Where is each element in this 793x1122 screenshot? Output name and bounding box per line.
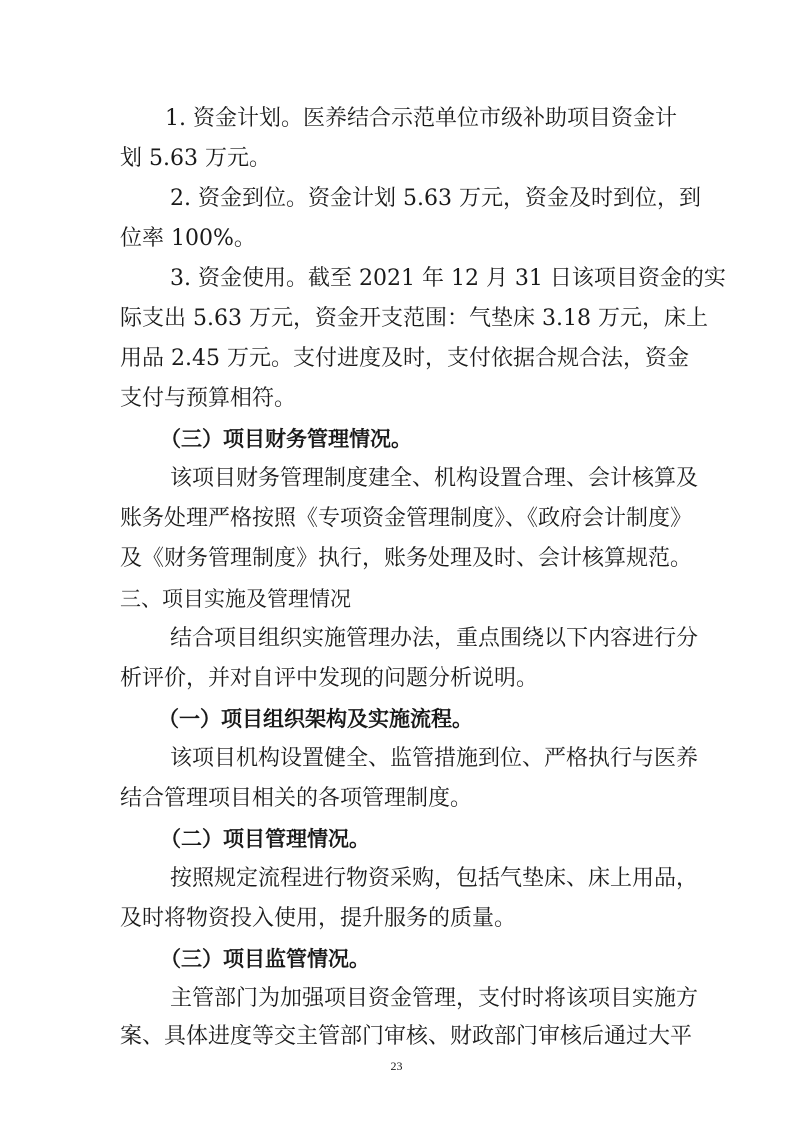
paragraph-supervision-line-1: 主管部门为加强项目资金管理，支付时将该项目实施方 <box>170 986 699 1011</box>
paragraph-fund-arrival-line-2: 位率 100%。 <box>120 226 256 251</box>
paragraph-fund-usage-line-4: 支付与预算相符。 <box>120 386 297 411</box>
paragraph-fund-usage-line-1: 3. 资金使用。截至 2021 年 12 月 31 日该项目资金的实 <box>170 266 726 291</box>
paragraph-fund-usage-line-3: 用品 2.45 万元。支付进度及时，支付依据合规合法，资金 <box>120 346 689 371</box>
paragraph-finance-line-1: 该项目财务管理制度建全、机构设置合理、会计核算及 <box>170 466 699 491</box>
heading-project-management: （二）项目管理情况。 <box>160 827 370 851</box>
paragraph-fund-plan-line-1: 1. 资金计划。医养结合示范单位市级补助项目资金计 <box>165 106 677 131</box>
heading-project-supervision: （三）项目监管情况。 <box>160 947 370 971</box>
paragraph-implementation-line-1: 结合项目组织实施管理办法，重点围绕以下内容进行分 <box>170 626 699 651</box>
paragraph-organization-line-2: 结合管理项目相关的各项管理制度。 <box>120 786 473 811</box>
paragraph-finance-line-2: 账务处理严格按照《专项资金管理制度》、《政府会计制度》 <box>120 506 693 531</box>
page-number: 23 <box>390 1059 403 1073</box>
paragraph-supervision-line-2: 案、具体进度等交主管部门审核、财政部门审核后通过大平 <box>120 1024 693 1049</box>
paragraph-fund-arrival-line-1: 2. 资金到位。资金计划 5.63 万元，资金及时到位，到 <box>170 186 701 211</box>
heading-finance-management: （三）项目财务管理情况。 <box>160 427 412 451</box>
paragraph-fund-plan-line-2: 划 5.63 万元。 <box>120 146 271 171</box>
paragraph-management-line-1: 按照规定流程进行物资采购，包括气垫床、床上用品， <box>170 866 699 891</box>
paragraph-finance-line-3: 及《财务管理制度》执行，账务处理及时、会计核算规范。 <box>120 546 693 571</box>
paragraph-implementation-line-2: 析评价，并对自评中发现的问题分析说明。 <box>120 666 539 691</box>
heading-section-three: 三、项目实施及管理情况 <box>120 587 351 611</box>
heading-organization-structure: （一）项目组织架构及实施流程。 <box>158 707 473 731</box>
paragraph-organization-line-1: 该项目机构设置健全、监管措施到位、严格执行与医养 <box>170 746 699 771</box>
paragraph-management-line-2: 及时将物资投入使用，提升服务的质量。 <box>120 906 517 931</box>
paragraph-fund-usage-line-2: 际支出 5.63 万元，资金开支范围：气垫床 3.18 万元，床上 <box>120 306 708 331</box>
